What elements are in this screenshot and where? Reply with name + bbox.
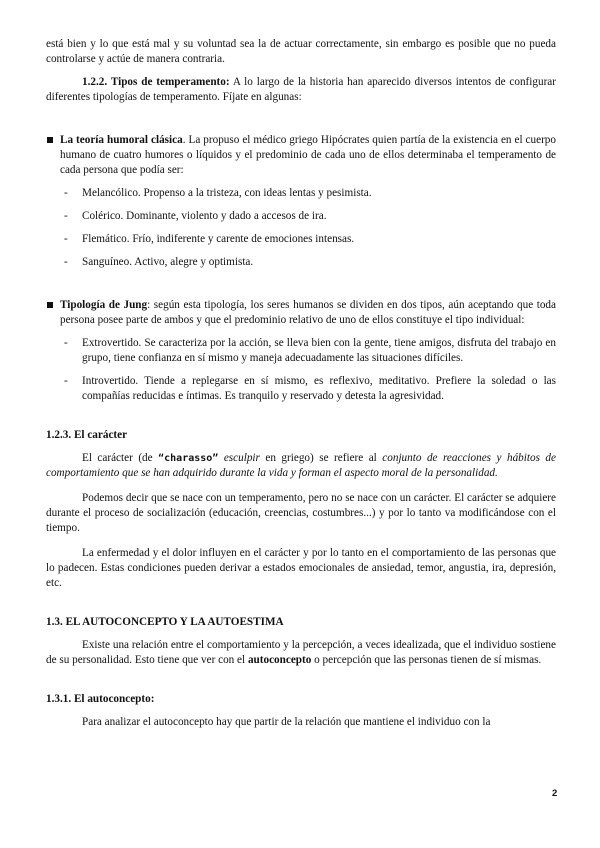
jung-types-list [46, 336, 556, 404]
self-concept-section-heading: 1.3. EL AUTOCONCEPTO Y LA AUTOESTIMA [46, 616, 284, 628]
list-item: - Sanguíneo. Activo, alegre y optimista. [64, 256, 254, 268]
temperament-intro [46, 75, 556, 105]
document-page [46, 37, 556, 730]
list-item: - Extrovertido. Se caracteriza por la acción, se lleva bien con la gente, tiene amigos, disfruta del trabajo en grupo, tiene confianza en sí mismo y maneja adecuadamente las situaciones difíciles. [64, 337, 556, 364]
temperament-heading: 1.2.2. Tipos de temperamento: [82, 76, 230, 88]
self-concept-subheading: 1.3.1. El autoconcepto: [46, 693, 155, 705]
jung-typology-title: Tipología de Jung [60, 299, 148, 311]
square-bullet-icon [47, 302, 53, 308]
greek-word: “charasso” [158, 453, 219, 464]
character-definition: El carácter (de “charasso” esculpir en griego) se refiere al conjunto de reacciones y hábitos de comportamiento que se han adquirido durante la vida y forman el aspecto moral de la personalidad. [46, 452, 556, 479]
humoral-theory-title: La teoría humoral clásica [60, 134, 183, 146]
jung-typology-bullet [46, 298, 556, 328]
list-item: - Colérico. Dominante, violento y dado a accesos de ira. [64, 210, 327, 222]
humoral-theory-bullet [46, 133, 556, 178]
character-heading: 1.2.3. El carácter [46, 429, 128, 441]
list-item: - Introvertido. Tiende a replegarse en sí mismo, es reflexivo, meditativo. Prefiere la soledad o las compañías reducidas e íntimas. Es tranquilo y reservado y detesta la agresividad. [64, 375, 556, 402]
list-item: - Flemático. Frío, indiferente y carente de emociones intensas. [64, 233, 355, 245]
self-concept-paragraph-2: Para analizar el autoconcepto hay que partir de la relación que mantiene el individuo con la [82, 716, 491, 728]
humoral-types-list [46, 186, 556, 270]
list-item: - Melancólico. Propenso a la tristeza, con ideas lentas y pesimista. [64, 187, 372, 199]
self-concept-paragraph: Existe una relación entre el comportamiento y la percepción, a veces idealizada, que el individuo sostiene de su personalidad. Esto tiene que ver con el autoconcepto o percepción que las personas tienen de sí mismas. [46, 639, 556, 666]
character-paragraph-3: La enfermedad y el dolor influyen en el carácter y por lo tanto en el comportamiento de las personas que lo padecen. Estas condiciones pueden derivar a estados emocionales de ansiedad, temor, angustia, ira, depresión, etc. [46, 547, 556, 589]
character-paragraph-2: Podemos decir que se nace con un temperamento, pero no se nace con un carácter. El carácter se adquiere durante el proceso de socialización (educación, creencias, costumbres...) y por lo tanto va modificándose con el tiempo. [46, 492, 556, 534]
jung-typology-text: Tipología de Jung: según esta tipología, los seres humanos se dividen en dos tipos, aún aceptando que toda persona posee parte de ambos y que el predominio relativo de uno de ellos constituye el tipo individual: [60, 299, 556, 326]
page-number: 2 [552, 788, 558, 799]
continuation-paragraph: está bien y lo que está mal y su voluntad sea la de actuar correctamente, sin embargo es posible que no pueda controlarse y actúe de manera contraria. [46, 38, 556, 65]
humoral-theory-text: La teoría humoral clásica. La propuso el médico griego Hipócrates quien partía de la existencia en el cuerpo humano de cuatro humores o líquidos y el predominio de cada uno de ellos determinaba el temperamento de cada persona que podía ser: [60, 134, 556, 176]
autoconcepto-term: autoconcepto [247, 654, 312, 666]
temperament-intro-text: A lo largo de la historia han aparecido diversos intentos de configurar diferentes tipologías de temperamento. Fíjate en algunas: [46, 76, 556, 103]
square-bullet-icon [47, 137, 53, 143]
